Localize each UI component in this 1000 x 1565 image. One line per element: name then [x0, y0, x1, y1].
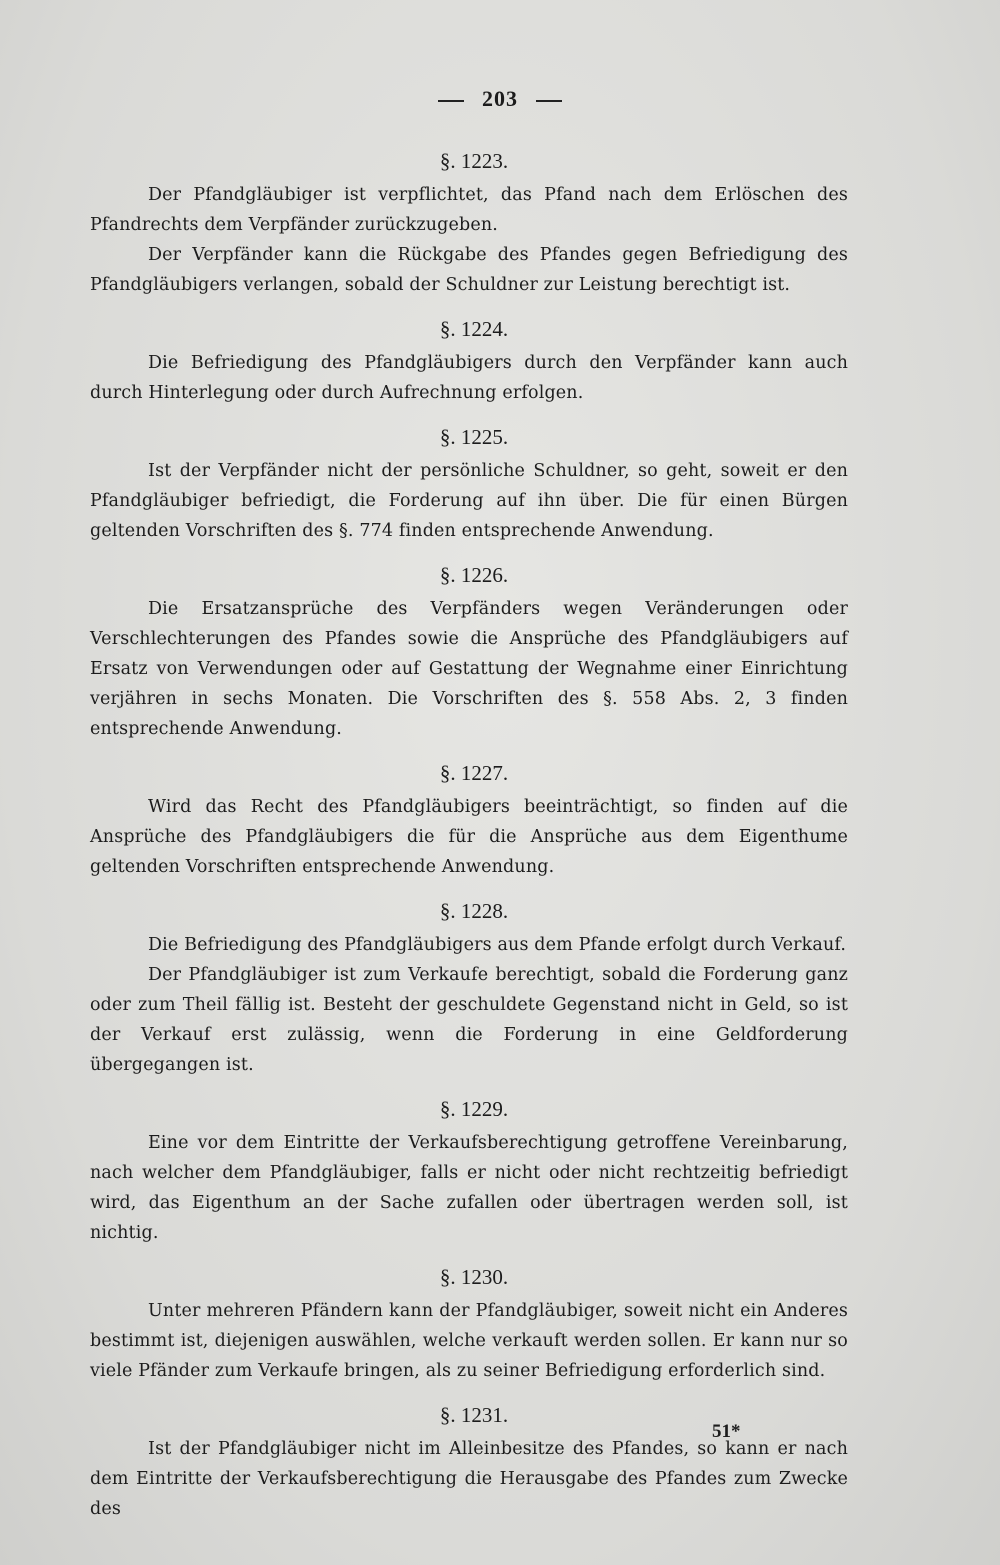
section-1225 — [90, 422, 848, 546]
header-dash-left — [438, 100, 464, 102]
paragraph: Die Ersatzansprüche des Verpfänders wegen Veränderungen oder Verschlechterungen des Pfandes sowie die Ansprüche des Pfandgläubigers auf Ersatz von Verwendungen oder auf Gestattung der Wegnahme einer Einrichtung verjähren in sechs Monaten. Die Vorschriften des §. 558 Abs. 2, 3 finden entsprechende Anwendung. — [90, 599, 848, 739]
page-number: 203 — [482, 86, 518, 111]
section-1223 — [90, 146, 848, 300]
section-heading: §. 1230. — [439, 1265, 509, 1289]
section-1229 — [90, 1094, 848, 1248]
section-heading: §. 1225. — [439, 425, 509, 449]
paragraph: Ist der Pfandgläubiger nicht im Alleinbesitze des Pfandes, so kann er nach dem Eintritte der Verkaufsberechtigung die Herausgabe des Pfandes zum Zwecke des — [90, 1439, 848, 1519]
paragraph: Die Befriedigung des Pfandgläubigers aus dem Pfande erfolgt durch Verkauf. — [148, 935, 847, 955]
section-1231 — [90, 1400, 848, 1524]
section-1230 — [90, 1262, 848, 1386]
section-1228 — [90, 896, 848, 1080]
section-heading: §. 1229. — [439, 1097, 509, 1121]
section-heading: §. 1226. — [439, 563, 509, 587]
section-heading: §. 1224. — [439, 317, 509, 341]
paragraph: Ist der Verpfänder nicht der persönliche Schuldner, so geht, soweit er den Pfandgläubiger befriedigt, die Forderung auf ihn über. Die für einen Bürgen geltenden Vorschriften des §. 774 finden entsprechende Anwendung. — [90, 461, 848, 541]
section-heading: §. 1231. — [439, 1403, 509, 1427]
section-1224 — [90, 314, 848, 408]
paragraph: Der Verpfänder kann die Rückgabe des Pfandes gegen Befriedigung des Pfandgläubigers verlangen, sobald der Schuldner zur Leistung berechtigt ist. — [90, 245, 848, 295]
section-1226 — [90, 560, 848, 744]
page-body — [90, 146, 848, 1524]
paragraph: Wird das Recht des Pfandgläubigers beeinträchtigt, so finden auf die Ansprüche des Pfandgläubigers die für die Ansprüche aus dem Eigenthume geltenden Vorschriften entsprechende Anwendung. — [90, 797, 848, 877]
paragraph: Eine vor dem Eintritte der Verkaufsberechtigung getroffene Vereinbarung, nach welcher dem Pfandgläubiger, falls er nicht oder nicht rechtzeitig befriedigt wird, das Eigenthum an der Sache zufallen oder übertragen werden soll, ist nichtig. — [90, 1133, 848, 1243]
section-heading: §. 1227. — [439, 761, 509, 785]
section-1227 — [90, 758, 848, 882]
paragraph: Der Pfandgläubiger ist zum Verkaufe berechtigt, sobald die Forderung ganz oder zum Theil fällig ist. Besteht der geschuldete Gegenstand nicht in Geld, so ist der Verkauf erst zulässig, wenn die Forderung in eine Geldforderung übergegangen ist. — [90, 965, 848, 1075]
signature-mark: 51* — [712, 1421, 741, 1442]
paragraph: Die Befriedigung des Pfandgläubigers durch den Verpfänder kann auch durch Hinterlegung oder durch Aufrechnung erfolgen. — [90, 353, 848, 403]
header-dash-right — [536, 100, 562, 102]
section-heading: §. 1228. — [439, 899, 509, 923]
page-header — [0, 86, 1000, 112]
paragraph: Der Pfandgläubiger ist verpflichtet, das Pfand nach dem Erlöschen des Pfandrechts dem Verpfänder zurückzugeben. — [90, 185, 848, 235]
section-heading: §. 1223. — [439, 149, 509, 173]
paragraph: Unter mehreren Pfändern kann der Pfandgläubiger, soweit nicht ein Anderes bestimmt ist, diejenigen auswählen, welche verkauft werden sollen. Er kann nur so viele Pfänder zum Verkaufe bringen, als zu seiner Befriedigung erforderlich sind. — [90, 1301, 848, 1381]
